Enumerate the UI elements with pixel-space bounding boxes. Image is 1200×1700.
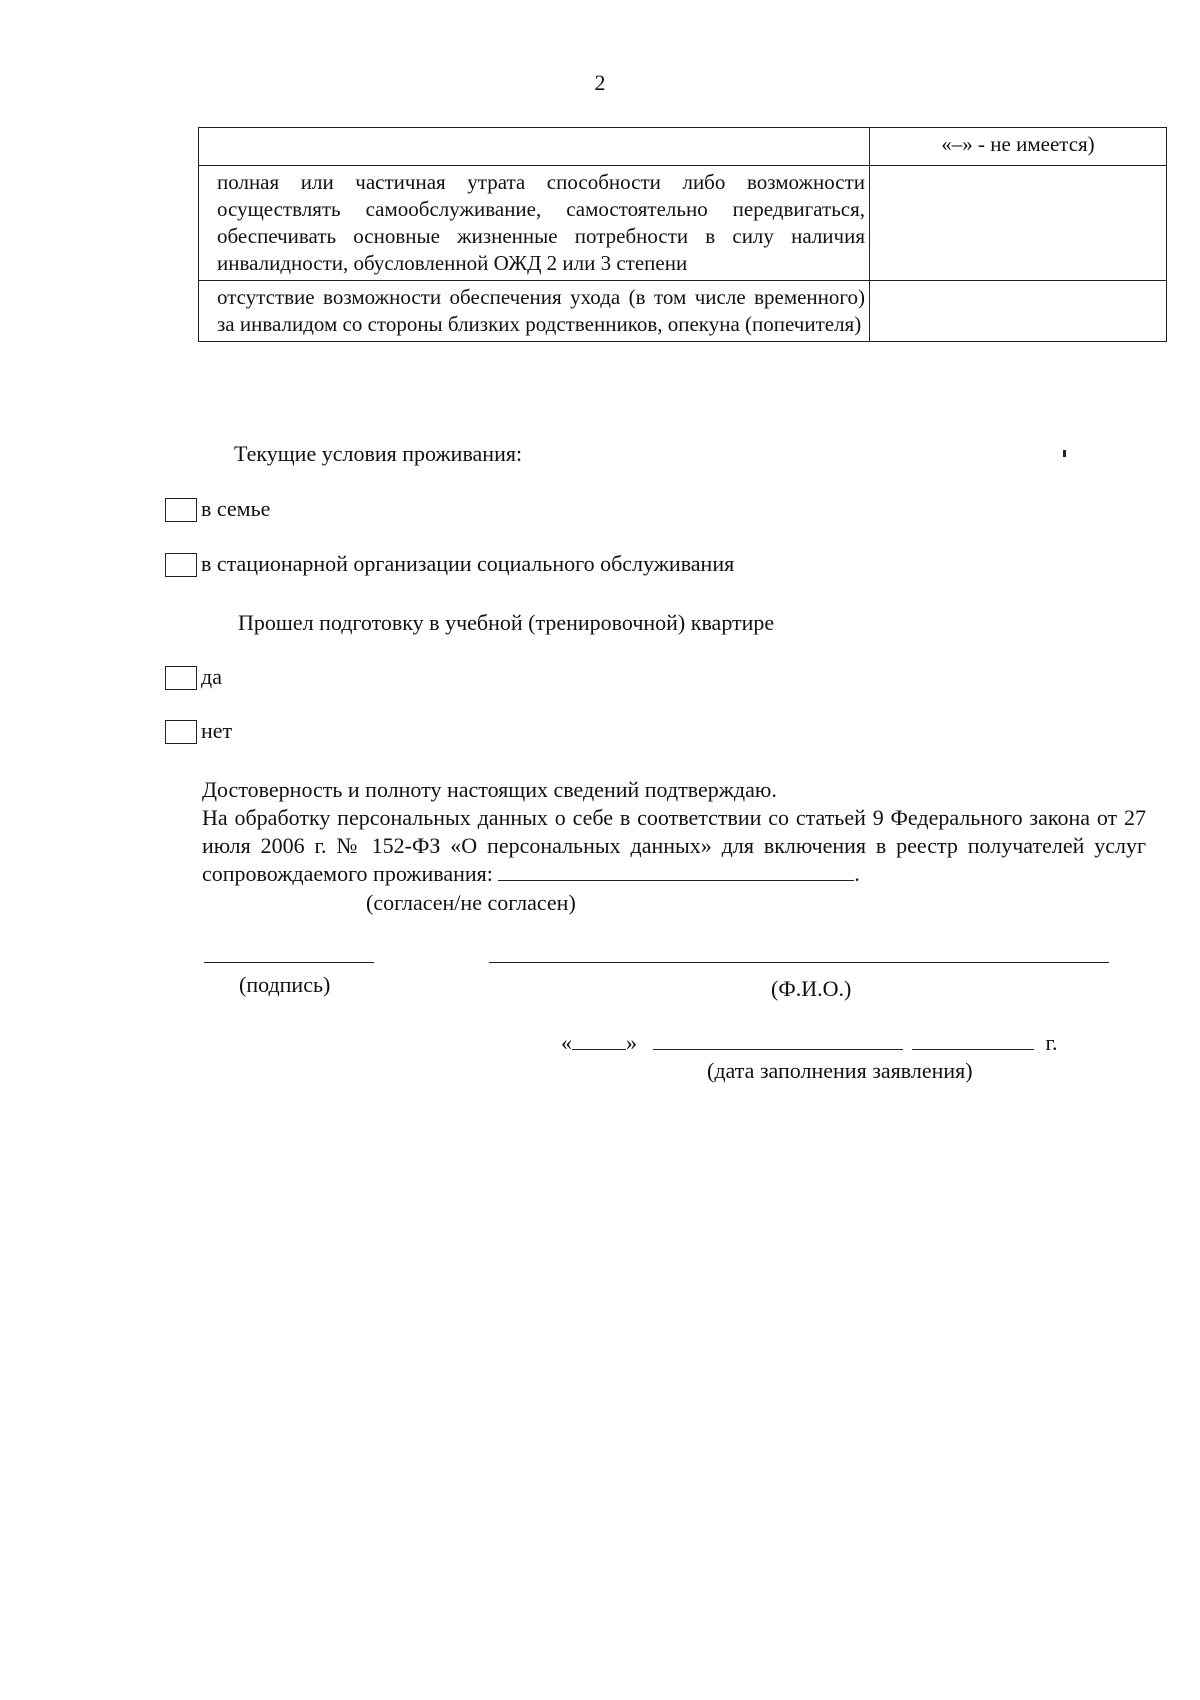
checkbox-no[interactable]	[165, 720, 197, 744]
table-header-value-cell: «–» - не имеется)	[870, 128, 1167, 166]
page-number: 2	[594, 70, 606, 95]
criteria-table	[198, 127, 1167, 342]
consent-text: На обработку персональных данных о себе в соответствии со статьей 9 Федерального закона от 27 июля 2006 г. № 152-ФЗ «О персональных данных» для включения в реестр получателей услуг сопровождаемого проживания:	[202, 805, 1146, 886]
consent-answer-field[interactable]	[498, 860, 854, 881]
year-suffix: г.	[1045, 1030, 1058, 1055]
table-row	[199, 166, 1167, 281]
checkbox-family[interactable]	[165, 498, 197, 522]
table-header-criterion-cell	[199, 128, 870, 166]
consent-end: .	[854, 861, 860, 886]
confirmation-text: Достоверность и полноту настоящих сведений подтверждаю.	[202, 777, 777, 802]
consent-block	[202, 776, 1146, 888]
checkbox-yes[interactable]	[165, 666, 197, 690]
criterion-value-cell[interactable]	[870, 166, 1167, 281]
date-caption: (дата заполнения заявления)	[707, 1058, 973, 1083]
signature-caption: (подпись)	[239, 972, 331, 997]
option-yes[interactable]	[165, 664, 222, 690]
table-row	[199, 281, 1167, 342]
date-open-quote: «	[561, 1030, 572, 1055]
signature-line[interactable]	[204, 962, 374, 963]
full-name-line[interactable]	[489, 962, 1109, 963]
criterion-text: отсутствие возможности обеспечения ухода (в том числе временного) за инвалидом со стороны близких родственников, опекуна (попечителя)	[199, 281, 870, 342]
option-family[interactable]	[165, 496, 270, 522]
day-field[interactable]	[572, 1031, 626, 1050]
consent-hint: (согласен/не согласен)	[366, 890, 576, 915]
stray-mark	[1063, 450, 1066, 457]
option-stationary[interactable]	[165, 551, 734, 577]
option-family-label: в семье	[201, 496, 271, 521]
checkbox-stationary[interactable]	[165, 553, 197, 577]
date-close-quote: »	[626, 1030, 637, 1055]
training-label: Прошел подготовку в учебной (тренировочной) квартире	[238, 610, 775, 635]
table-header-row	[199, 128, 1167, 166]
consent-paragraph	[202, 804, 1146, 888]
option-stationary-label: в стационарной организации социального обслуживания	[201, 551, 735, 576]
date-row	[561, 1030, 1058, 1056]
option-yes-label: да	[201, 664, 222, 689]
criterion-value-cell[interactable]	[870, 281, 1167, 342]
full-name-caption: (Ф.И.О.)	[771, 976, 852, 1001]
year-field[interactable]	[912, 1031, 1034, 1050]
living-conditions-label: Текущие условия проживания:	[234, 441, 523, 466]
option-no[interactable]	[165, 718, 232, 744]
option-no-label: нет	[201, 718, 233, 743]
month-field[interactable]	[653, 1031, 903, 1050]
criterion-text: полная или частичная утрата способности либо возможности осуществлять самообслуживание, самостоятельно передвигаться, обеспечивать основные жизненные потребности в силу наличия инвалидности, обусловленной ОЖД 2 или 3 степени	[199, 166, 870, 281]
